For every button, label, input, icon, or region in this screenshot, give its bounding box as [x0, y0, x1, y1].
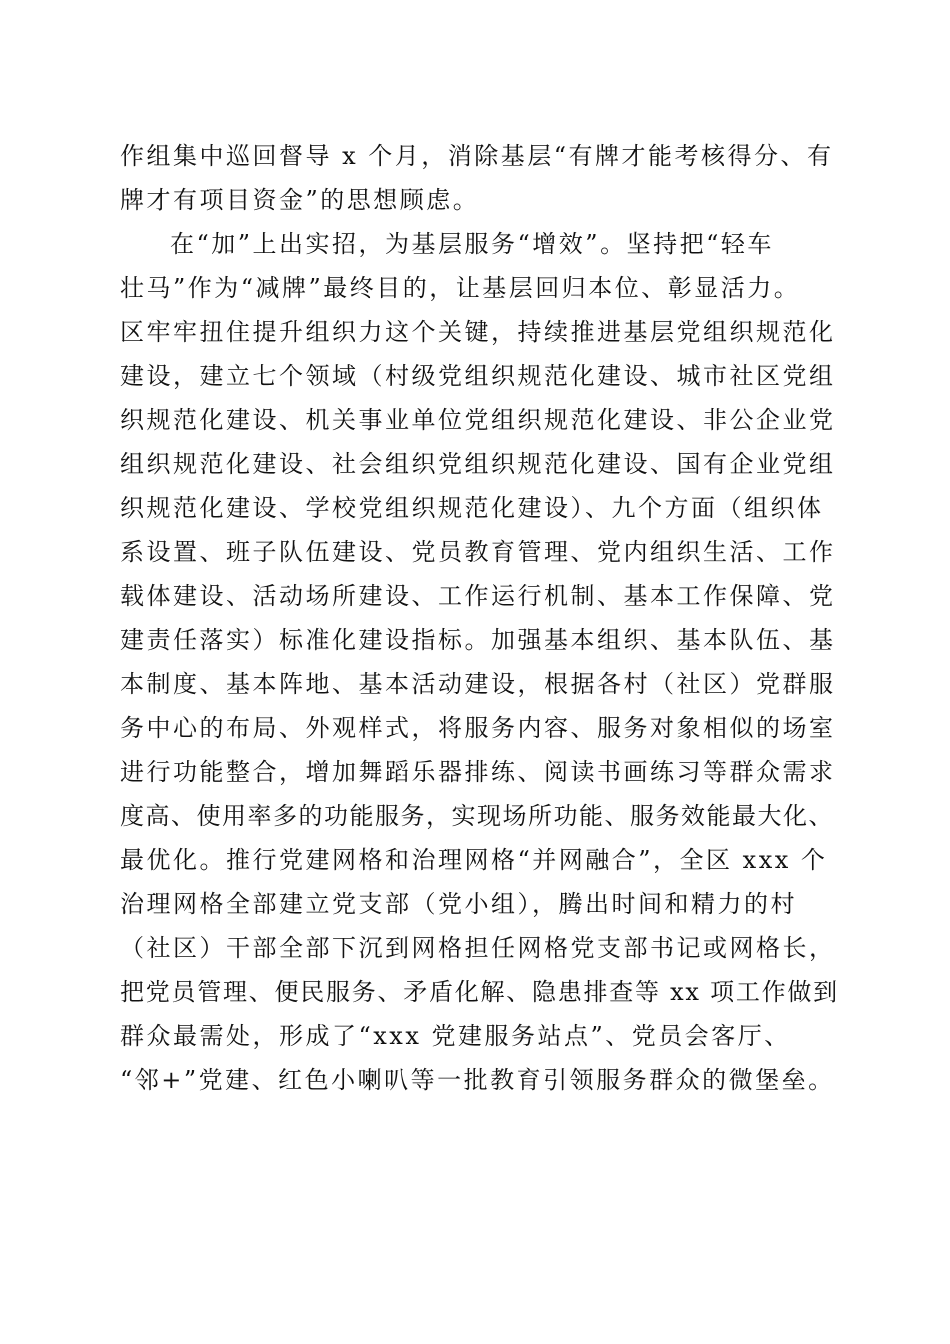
text-line: 度高、使用率多的功能服务，实现场所功能、服务效能最大化、 — [120, 802, 834, 830]
text-line: 牌才有项目资金”的思想顾虑。 — [120, 186, 480, 214]
text-line: 本制度、基本阵地、基本活动建设，根据各村（社区）党群服 — [120, 670, 836, 698]
paragraph-first-line: 在“加”上出实招，为基层服务“增效”。坚持把“轻车 — [170, 230, 774, 258]
text-line: 建设，建立七个领域（村级党组织规范化建设、城市社区党组 — [120, 362, 836, 390]
text-line: 壮马”作为“减牌”最终目的，让基层回归本位、彰显活力。 — [120, 274, 801, 302]
text-line: 最优化。推行党建网格和治理网格“并网融合”，全区 xxx 个 — [120, 846, 828, 874]
text-line: 治理网格全部建立党支部（党小组），腾出时间和精力的村 — [120, 890, 797, 918]
text-line: 务中心的布局、外观样式，将服务内容、服务对象相似的场室 — [120, 714, 836, 742]
text-line: “邻+”党建、红色小喇叭等一批教育引领服务群众的微堡垒。 — [120, 1066, 835, 1094]
text-line: 组织规范化建设、社会组织党组织规范化建设、国有企业党组 — [120, 450, 836, 478]
text-line: 群众最需处，形成了“xxx 党建服务站点”、党员会客厅、 — [120, 1022, 791, 1050]
text-line: （社区）干部全部下沉到网格担任网格党支部书记或网格长， — [120, 934, 836, 962]
text-line: 区牢牢扭住提升组织力这个关键，持续推进基层党组织规范化 — [120, 318, 836, 346]
text-line: 载体建设、活动场所建设、工作运行机制、基本工作保障、党 — [120, 582, 836, 610]
body-text — [120, 134, 840, 1102]
text-line: 织规范化建设、机关事业单位党组织规范化建设、非公企业党 — [120, 406, 836, 434]
text-line: 进行功能整合，增加舞蹈乐器排练、阅读书画练习等群众需求 — [120, 758, 836, 786]
text-line: 把党员管理、便民服务、矛盾化解、隐患排查等 xx 项工作做到 — [120, 978, 839, 1006]
text-line: 作组集中巡回督导 x 个月，消除基层“有牌才能考核得分、有 — [120, 142, 834, 170]
text-line: 建责任落实）标准化建设指标。加强基本组织、基本队伍、基 — [120, 626, 836, 654]
text-line: 系设置、班子队伍建设、党员教育管理、党内组织生活、工作 — [120, 538, 836, 566]
text-line: 织规范化建设、学校党组织规范化建设）、九个方面（组织体 — [120, 494, 824, 522]
